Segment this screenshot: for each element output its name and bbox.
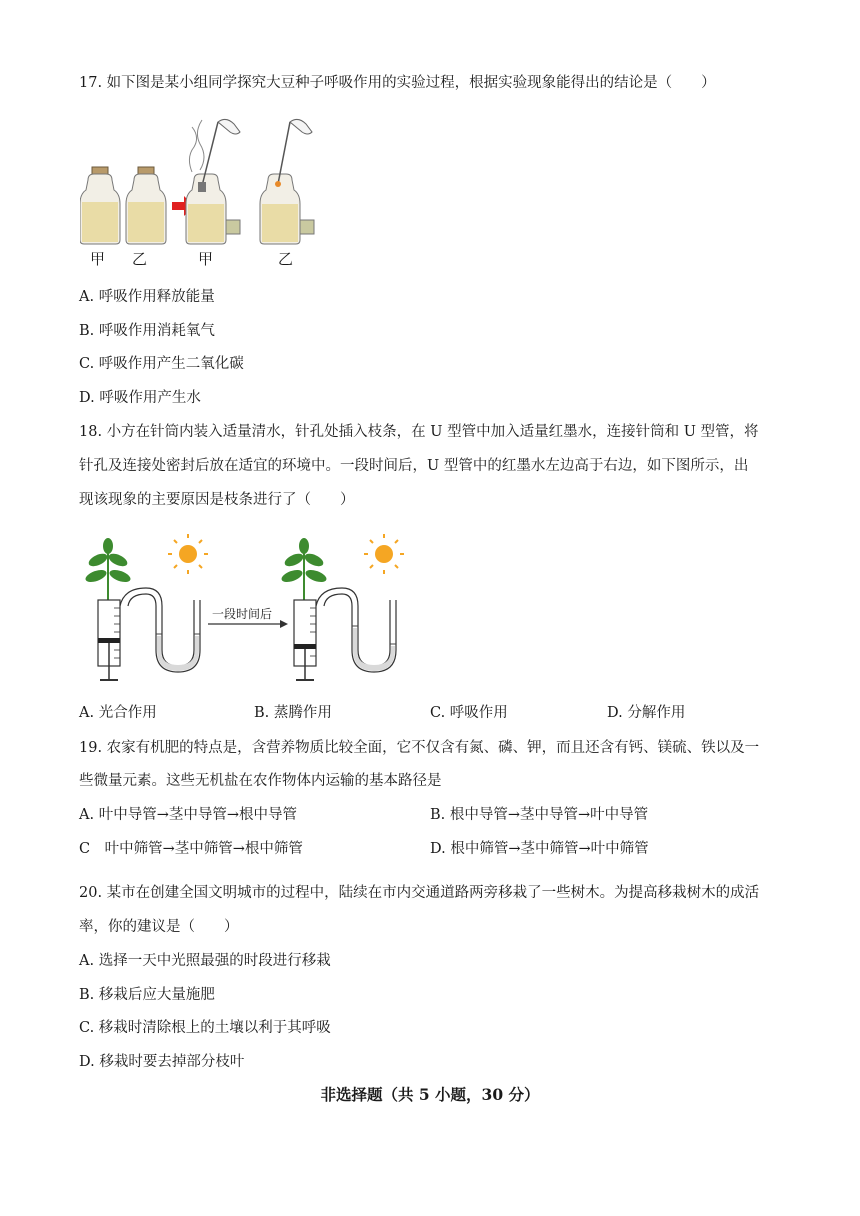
jar-yi-open-with-candle bbox=[260, 119, 314, 244]
setup-after bbox=[280, 534, 404, 680]
jar-jia-open-with-candle bbox=[186, 119, 240, 244]
q17-option-c[interactable]: C. 呼吸作用产生二氧化碳 bbox=[79, 356, 244, 372]
q17-option-d[interactable]: D. 呼吸作用产生水 bbox=[79, 390, 201, 406]
q20-stem-line-1: 20. 某市在创建全国文明城市的过程中，陆续在市内交通道路两旁移栽了一些树木。为提高移栽树木的成活 bbox=[79, 885, 760, 901]
fig17-label-4: 乙 bbox=[278, 250, 294, 268]
jar-yi-sealed bbox=[126, 167, 166, 244]
section-title: 非选择题（共 5 小题，30 分） bbox=[320, 1085, 540, 1104]
q19-option-a[interactable]: A. 叶中导管→茎中导管→根中导管 bbox=[79, 807, 297, 823]
q20-option-a[interactable]: A. 选择一天中光照最强的时段进行移栽 bbox=[79, 953, 331, 969]
q18-transpiration-figure bbox=[84, 530, 404, 692]
q19-stem-line-2: 些微量元素。这些无机盐在农作物体内运输的基本路径是 bbox=[79, 773, 442, 789]
time-arrow-label: 一段时间后 bbox=[212, 607, 273, 621]
sun-icon bbox=[364, 534, 404, 574]
q18-option-d[interactable]: D. 分解作用 bbox=[607, 705, 686, 721]
setup-before bbox=[84, 534, 208, 680]
q19-option-b[interactable]: B. 根中导管→茎中导管→叶中导管 bbox=[430, 807, 649, 823]
q17-option-b[interactable]: B. 呼吸作用消耗氧气 bbox=[79, 323, 215, 339]
fig17-label-2: 乙 bbox=[132, 250, 148, 268]
fig17-label-3: 甲 bbox=[198, 250, 214, 268]
plant-icon bbox=[280, 538, 328, 600]
q20-stem-line-2: 率，你的建议是（ ） bbox=[79, 919, 239, 935]
q20-option-d[interactable]: D. 移栽时要去掉部分枝叶 bbox=[79, 1054, 245, 1070]
q17-option-a[interactable]: A. 呼吸作用释放能量 bbox=[79, 289, 215, 305]
q20-option-b[interactable]: B. 移栽后应大量施肥 bbox=[79, 987, 215, 1003]
sun-icon bbox=[168, 534, 208, 574]
q18-stem-line-1: 18. 小方在针筒内装入适量清水，针孔处插入枝条，在 U 型管中加入适量红墨水，连接针筒和 U 型管，将 bbox=[79, 424, 759, 440]
q18-stem-line-3: 现该现象的主要原因是枝条进行了（ ） bbox=[79, 492, 355, 508]
plant-icon bbox=[84, 538, 132, 600]
q18-option-a[interactable]: A. 光合作用 bbox=[79, 705, 157, 721]
q19-option-c[interactable]: C 叶中筛管→茎中筛管→根中筛管 bbox=[79, 841, 303, 857]
q18-option-b[interactable]: B. 蒸腾作用 bbox=[254, 705, 332, 721]
q17-stem: 17. 如下图是某小组同学探究大豆种子呼吸作用的实验过程，根据实验现象能得出的结论是（ ） bbox=[79, 75, 716, 91]
time-arrow bbox=[208, 606, 288, 628]
jar-jia-sealed bbox=[80, 167, 120, 244]
q18-option-c[interactable]: C. 呼吸作用 bbox=[430, 705, 508, 721]
fig17-label-1: 甲 bbox=[90, 250, 106, 268]
q20-option-c[interactable]: C. 移栽时清除根上的土壤以利于其呼吸 bbox=[79, 1020, 331, 1036]
q19-stem-line-1: 19. 农家有机肥的特点是，含营养物质比较全面，它不仅含有氮、磷、钾，而且还含有钙、镁硫、铁以及一 bbox=[79, 740, 760, 756]
q18-stem-line-2: 针孔及连接处密封后放在适宜的环境中。一段时间后，U 型管中的红墨水左边高于右边，如下图所示，出 bbox=[79, 458, 749, 474]
q19-option-d[interactable]: D. 根中筛管→茎中筛管→叶中筛管 bbox=[430, 841, 649, 857]
q17-seed-jar-figure bbox=[80, 112, 330, 272]
